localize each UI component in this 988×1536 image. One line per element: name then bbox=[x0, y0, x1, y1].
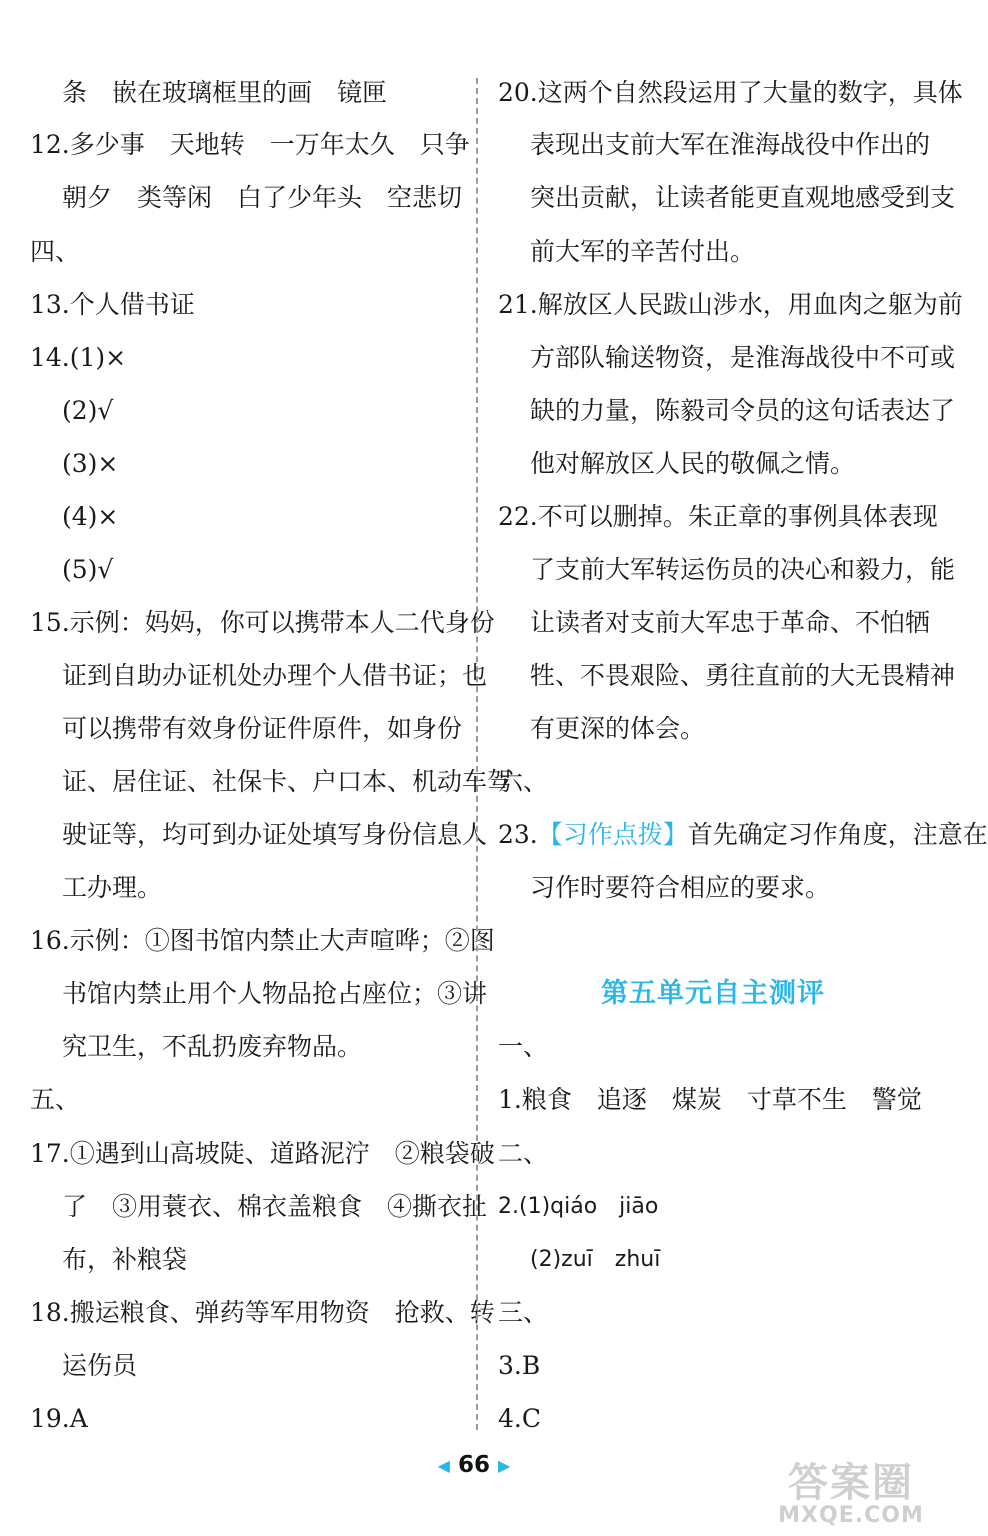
answer-line: 布，补粮袋 bbox=[62, 1245, 188, 1274]
watermark-en: MXQE.COM bbox=[778, 1503, 924, 1528]
column-divider bbox=[476, 78, 478, 1430]
answer-line: 19.A bbox=[30, 1404, 88, 1433]
answer-line bbox=[498, 818, 988, 852]
answer-line: 前大军的辛苦付出。 bbox=[530, 237, 756, 266]
answer-line: 驶证等，均可到办证处填写身份信息人 bbox=[62, 820, 488, 849]
answer-line: 一、 bbox=[498, 1032, 549, 1061]
question-number: 23. bbox=[498, 820, 538, 849]
answer-line: 20.这两个自然段运用了大量的数字，具体 bbox=[498, 78, 963, 107]
answer-line: 12.多少事 天地转 一万年太久 只争 bbox=[30, 130, 470, 159]
answer-line: 表现出支前大军在淮海战役中作出的 bbox=[530, 130, 931, 159]
answer-line: 二、 bbox=[498, 1139, 549, 1168]
answer-line: 工办理。 bbox=[62, 873, 163, 902]
answer-line: 可以携带有效身份证件原件，如身份 bbox=[62, 714, 463, 743]
answer-line: 了 ③用蓑衣、棉衣盖粮食 ④撕衣扯 bbox=[62, 1192, 488, 1221]
answer-line: 18.搬运粮食、弹药等军用物资 抢救、转 bbox=[30, 1298, 495, 1327]
answer-line: 六、 bbox=[498, 767, 549, 796]
section-title: 第五单元自主测评 bbox=[601, 978, 825, 1009]
answer-line: 21.解放区人民跋山涉水，用血肉之躯为前 bbox=[498, 290, 963, 319]
answer-line: 条 嵌在玻璃框里的画 镜匣 bbox=[62, 78, 388, 107]
answer-line: 22.不可以删掉。朱正章的事例具体表现 bbox=[498, 502, 938, 531]
answer-line: (2)√ bbox=[62, 396, 114, 425]
answer-text: 首先确定习作角度，注意在 bbox=[687, 820, 988, 849]
answer-line: (4)× bbox=[62, 502, 119, 531]
answer-line: 习作时要符合相应的要求。 bbox=[530, 873, 831, 902]
answer-line: 他对解放区人民的敬佩之情。 bbox=[530, 449, 856, 478]
answer-line: 四、 bbox=[30, 237, 81, 266]
answer-line: 方部队输送物资，是淮海战役中不可或 bbox=[530, 343, 956, 372]
answer-line: 3.B bbox=[498, 1351, 541, 1380]
answer-line: 证到自助办证机处办理个人借书证；也 bbox=[62, 661, 488, 690]
answer-line: 了支前大军转运伤员的决心和毅力，能 bbox=[530, 555, 956, 584]
answer-line: 朝夕 类等闲 白了少年头 空悲切 bbox=[62, 183, 463, 212]
answer-line: 2.(1)qiáo jiāo bbox=[498, 1194, 659, 1219]
answer-line: 让读者对支前大军忠于革命、不怕牺 bbox=[530, 608, 931, 637]
answer-line: 13.个人借书证 bbox=[30, 290, 195, 319]
answer-line: 缺的力量，陈毅司令员的这句话表达了 bbox=[530, 396, 956, 425]
next-page-icon[interactable]: ▶ bbox=[498, 1456, 511, 1475]
answer-line: 五、 bbox=[30, 1085, 81, 1114]
answer-line: 书馆内禁止用个人物品抢占座位；③讲 bbox=[62, 979, 488, 1008]
watermark-logo bbox=[766, 1462, 936, 1532]
answer-line: 牲、不畏艰险、勇往直前的大无畏精神 bbox=[530, 661, 956, 690]
answer-line: 突出贡献，让读者能更直观地感受到支 bbox=[530, 183, 956, 212]
page-number: 66 bbox=[457, 1452, 490, 1478]
answer-line: 15.示例：妈妈，你可以携带本人二代身份 bbox=[30, 608, 495, 637]
answer-line: 三、 bbox=[498, 1298, 549, 1327]
answer-line: 证、居住证、社保卡、户口本、机动车驾 bbox=[62, 767, 513, 796]
watermark-cn: 答案圈 bbox=[788, 1460, 914, 1506]
answer-line: (5)√ bbox=[62, 555, 114, 584]
answer-line: 1.粮食 追逐 煤炭 寸草不生 警觉 bbox=[498, 1085, 922, 1114]
answer-line: 14.(1)× bbox=[30, 343, 127, 372]
answer-line: 17.①遇到山高坡陡、道路泥泞 ②粮袋破 bbox=[30, 1139, 495, 1168]
answer-line: 4.C bbox=[498, 1404, 541, 1433]
answer-line: 究卫生，不乱扔废弃物品。 bbox=[62, 1032, 363, 1061]
answer-line: 有更深的体会。 bbox=[530, 714, 706, 743]
answer-line: (3)× bbox=[62, 449, 119, 478]
writing-tip-tag: 【习作点拨】 bbox=[537, 820, 688, 849]
answer-line: 16.示例：①图书馆内禁止大声喧哗；②图 bbox=[30, 926, 495, 955]
prev-page-icon[interactable]: ◀ bbox=[437, 1456, 450, 1475]
answer-line: (2)zuī zhuī bbox=[530, 1247, 661, 1272]
answer-line: 运伤员 bbox=[62, 1351, 138, 1380]
